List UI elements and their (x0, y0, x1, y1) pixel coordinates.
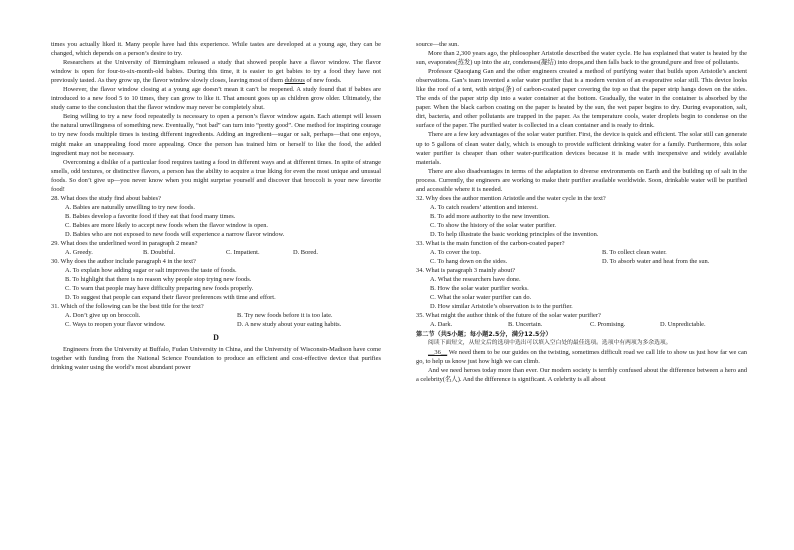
passage-d-paragraph-5: There are also disadvantages in terms of the adaptation to diverse environments on Earth and the building up of salt in the process. Currently, the engineers are working to make their purifier available worldwide. Soon, drinkable water will be purified and accessible where it is needed. (416, 167, 747, 193)
question-31: 31. Which of the following can be the best title for the text? (51, 303, 204, 311)
option: D. How similar Aristotle’s observation is to the purifier. (430, 303, 573, 311)
options-row (51, 320, 381, 329)
cloze-paragraph-2: And we need heroes today more than ever. Our modern society is terribly confused about the difference between a hero and a celebrity(名人). And the difference is significant. A celebrity is all about (416, 366, 747, 383)
underlined-word: dubious (284, 77, 305, 85)
passage-c-intro: times you actually liked it. Many people have had this experience. While tastes are developed at a young age, they can be changed, which depends on a person’s desire to try. (51, 41, 381, 58)
passage-c-paragraph-2: However, the flavor window closing at a young age doesn’t mean it can’t be reopened. A study found that if babies are introduced to a new food 5 to 10 times, they can grow to like it. That amount goes up as children grow older. Ultimately, the study came to the conclusion that the flavor window may never be completely shut. (51, 86, 381, 112)
option: B. Uncertain. (508, 321, 543, 329)
option: B. Try new foods before it is too late. (237, 312, 333, 320)
option: C. Impatient. (226, 249, 260, 257)
option: A. To explain how adding sugar or salt improves the taste of foods. (65, 267, 237, 275)
option: D. To help illustrate the basic working principles of the invention. (430, 230, 599, 238)
section-heading-d: D (213, 332, 219, 342)
options-row (416, 257, 747, 266)
passage-d-paragraph-3: Professor Qiaoqiang Gan and the other engineers created a method of purifying water that builds upon Aristotle’s ancient observations. Gan’s team invented a solar water purifier that is a modern version of an evaporative solar still. This device looks like the roof of a tent, with strips(条) of carbon-coated paper covering the top so that the paper strip hangs down on the sides. The ends of the paper strip dip into a water container at the bottom. Gradually, the water in the container is absorbed by the paper. When the black carbon coating on the paper is heated by the sun, the wet paper begins to dry. During evaporation, salt, dirt, bacteria, and other pollutants are trapped in the paper. As the temperature cools, water droplets begin to condense on the surface of the paper. The purified water is collected in a clean container and is ready to drink. (416, 68, 747, 130)
option: A. To cover the top. (430, 249, 481, 257)
question-32: 32. Why does the author mention Aristotle and the water cycle in the text? (416, 194, 606, 202)
option: B. To add more authority to the new invention. (430, 212, 550, 220)
option: D. Unpredictable. (660, 321, 706, 329)
option: B. To collect clean water. (602, 249, 667, 257)
passage-d-paragraph-2: More than 2,300 years ago, the philosopher Aristotle described the water cycle. He has explained that water is heated by the sun, evaporates(蒸发) up into the air, condenses(凝结) into drops,and then falls back to the ground,pure and free of pollutants. (416, 50, 747, 67)
option: C. To show the history of the solar water purifier. (430, 221, 556, 229)
option: A. Babies are naturally unwilling to try new foods. (65, 203, 195, 211)
option: C. To hang down on the sides. (430, 258, 508, 266)
option: C. What the solar water purifier can do. (430, 294, 532, 302)
question-34: 34. What is paragraph 3 mainly about? (416, 267, 516, 275)
option: A. To catch readers’ attention and interest. (430, 203, 538, 211)
question-35: 35. What might the author think of the future of the solar water purifier? (416, 312, 601, 320)
passage-c-paragraph-1: Researchers at the University of Birmingham released a study that showed people have a flavor window. The flavor window is open for four-to-six-month-old babies. During this time, it is easier to get babies to try a food they have not previously tasted. As they grow up, the flavor window slowly closes, leaving most of them dubious of new foods. (51, 59, 381, 85)
option: B. How the solar water purifier works. (430, 285, 529, 293)
question-28: 28. What does the study find about babies? (51, 194, 161, 202)
option: B. To highlight that there is no reason why people stop trying new foods. (65, 276, 252, 284)
cloze-paragraph-1: __36__ We need them to be our guides on the twisting, sometimes difficult road we call life to show us just how far we can go, to help us know just how high we can climb. (416, 348, 747, 365)
option: A. Greedy. (65, 249, 93, 257)
option: B. Doubtful. (143, 249, 176, 257)
section-2-heading: 第二节（共5小题；每小题2.5分，满分12.5分） (416, 330, 552, 338)
option: C. Ways to reopen your flavor window. (65, 321, 166, 329)
blank-36: __36__ (428, 348, 448, 356)
passage-c-paragraph-4: Overcoming a dislike of a particular food requires tasting a food in different ways and at different times. In spite of strange smells, odd textures, or distinctive flavors, a person has the ability to acquire a true liking for even the most unique and unusual foods. So don’t give up—you never know when you might surprise yourself and discover that broccoli is your new favorite food! (51, 158, 381, 193)
option: C. To warn that people may have difficulty preparing new foods properly. (65, 285, 254, 293)
passage-d-continued: source—the sun. (416, 41, 459, 48)
options-row (416, 248, 747, 257)
question-29: 29. What does the underlined word in paragraph 2 mean? (51, 240, 198, 248)
option: D. Babies who are not exposed to new foods will experience a narrow flavor window. (65, 230, 285, 238)
option: A. What the researchers have done. (430, 276, 521, 284)
option: D. To absorb water and heat from the sun. (602, 258, 710, 266)
section-2-directions: 阅读下面短文，从短文后的选项中选出可以填入空白处的最佳选项。选项中有两项为多余选项。 (428, 339, 672, 346)
options-row (51, 311, 381, 320)
question-30: 30. Why does the author include paragraph 4 in the text? (51, 258, 196, 266)
option: C. Babies are more likely to accept new foods when the flavor window is open. (65, 221, 269, 229)
options-row (416, 320, 747, 329)
passage-d-paragraph-4: There are a few key advantages of the solar water purifier. First, the device is quick and efficient. The solar still can generate up to 5 gallons of clean water daily, which is enough to provide sufficient drinking water for a family. Furthermore, this solar water purifier is cheaper than other water-purification devices because it is made with inexpensive and widely available materials. (416, 131, 747, 166)
option: D. Bored. (293, 249, 319, 257)
option: C. Promising. (590, 321, 626, 329)
option: D. To suggest that people can expand their flavor preferences with time and effort. (65, 294, 276, 302)
passage-d-paragraph-1: Engineers from the University at Buffalo, Fudan University in China, and the University of Wisconsin-Madison have come together with funding from the National Science Foundation to produce an efficient and cost-effective device that purifies drinking water using the world’s most abundant power (51, 345, 381, 371)
option: A. Don’t give up on broccoli. (65, 312, 141, 320)
option: D. A new study about your eating habits. (237, 321, 342, 329)
left-column (51, 40, 381, 372)
passage-c-paragraph-3: Being willing to try a new food repeatedly is necessary to open a person’s flavor window again. Each attempt will lessen the natural unwillingness of something new. Eventually, “not bad” can turn into “pretty good”. One method for inspiring courage to try new foods multiple times is testing different ingredients. Adding an ingredient—sugar or salt, perhaps—that one enjoys, might make an unappealing food more appealing. Once the person has trained him or herself to like the food, the added ingredient may not be necessary. (51, 113, 381, 157)
options-row (51, 248, 381, 257)
question-33: 33. What is the main function of the carbon-coated paper? (416, 240, 565, 248)
option: A. Dark. (430, 321, 453, 329)
right-column (416, 40, 747, 384)
option: B. Babies develop a favorite food if they eat that food many times. (65, 212, 236, 220)
